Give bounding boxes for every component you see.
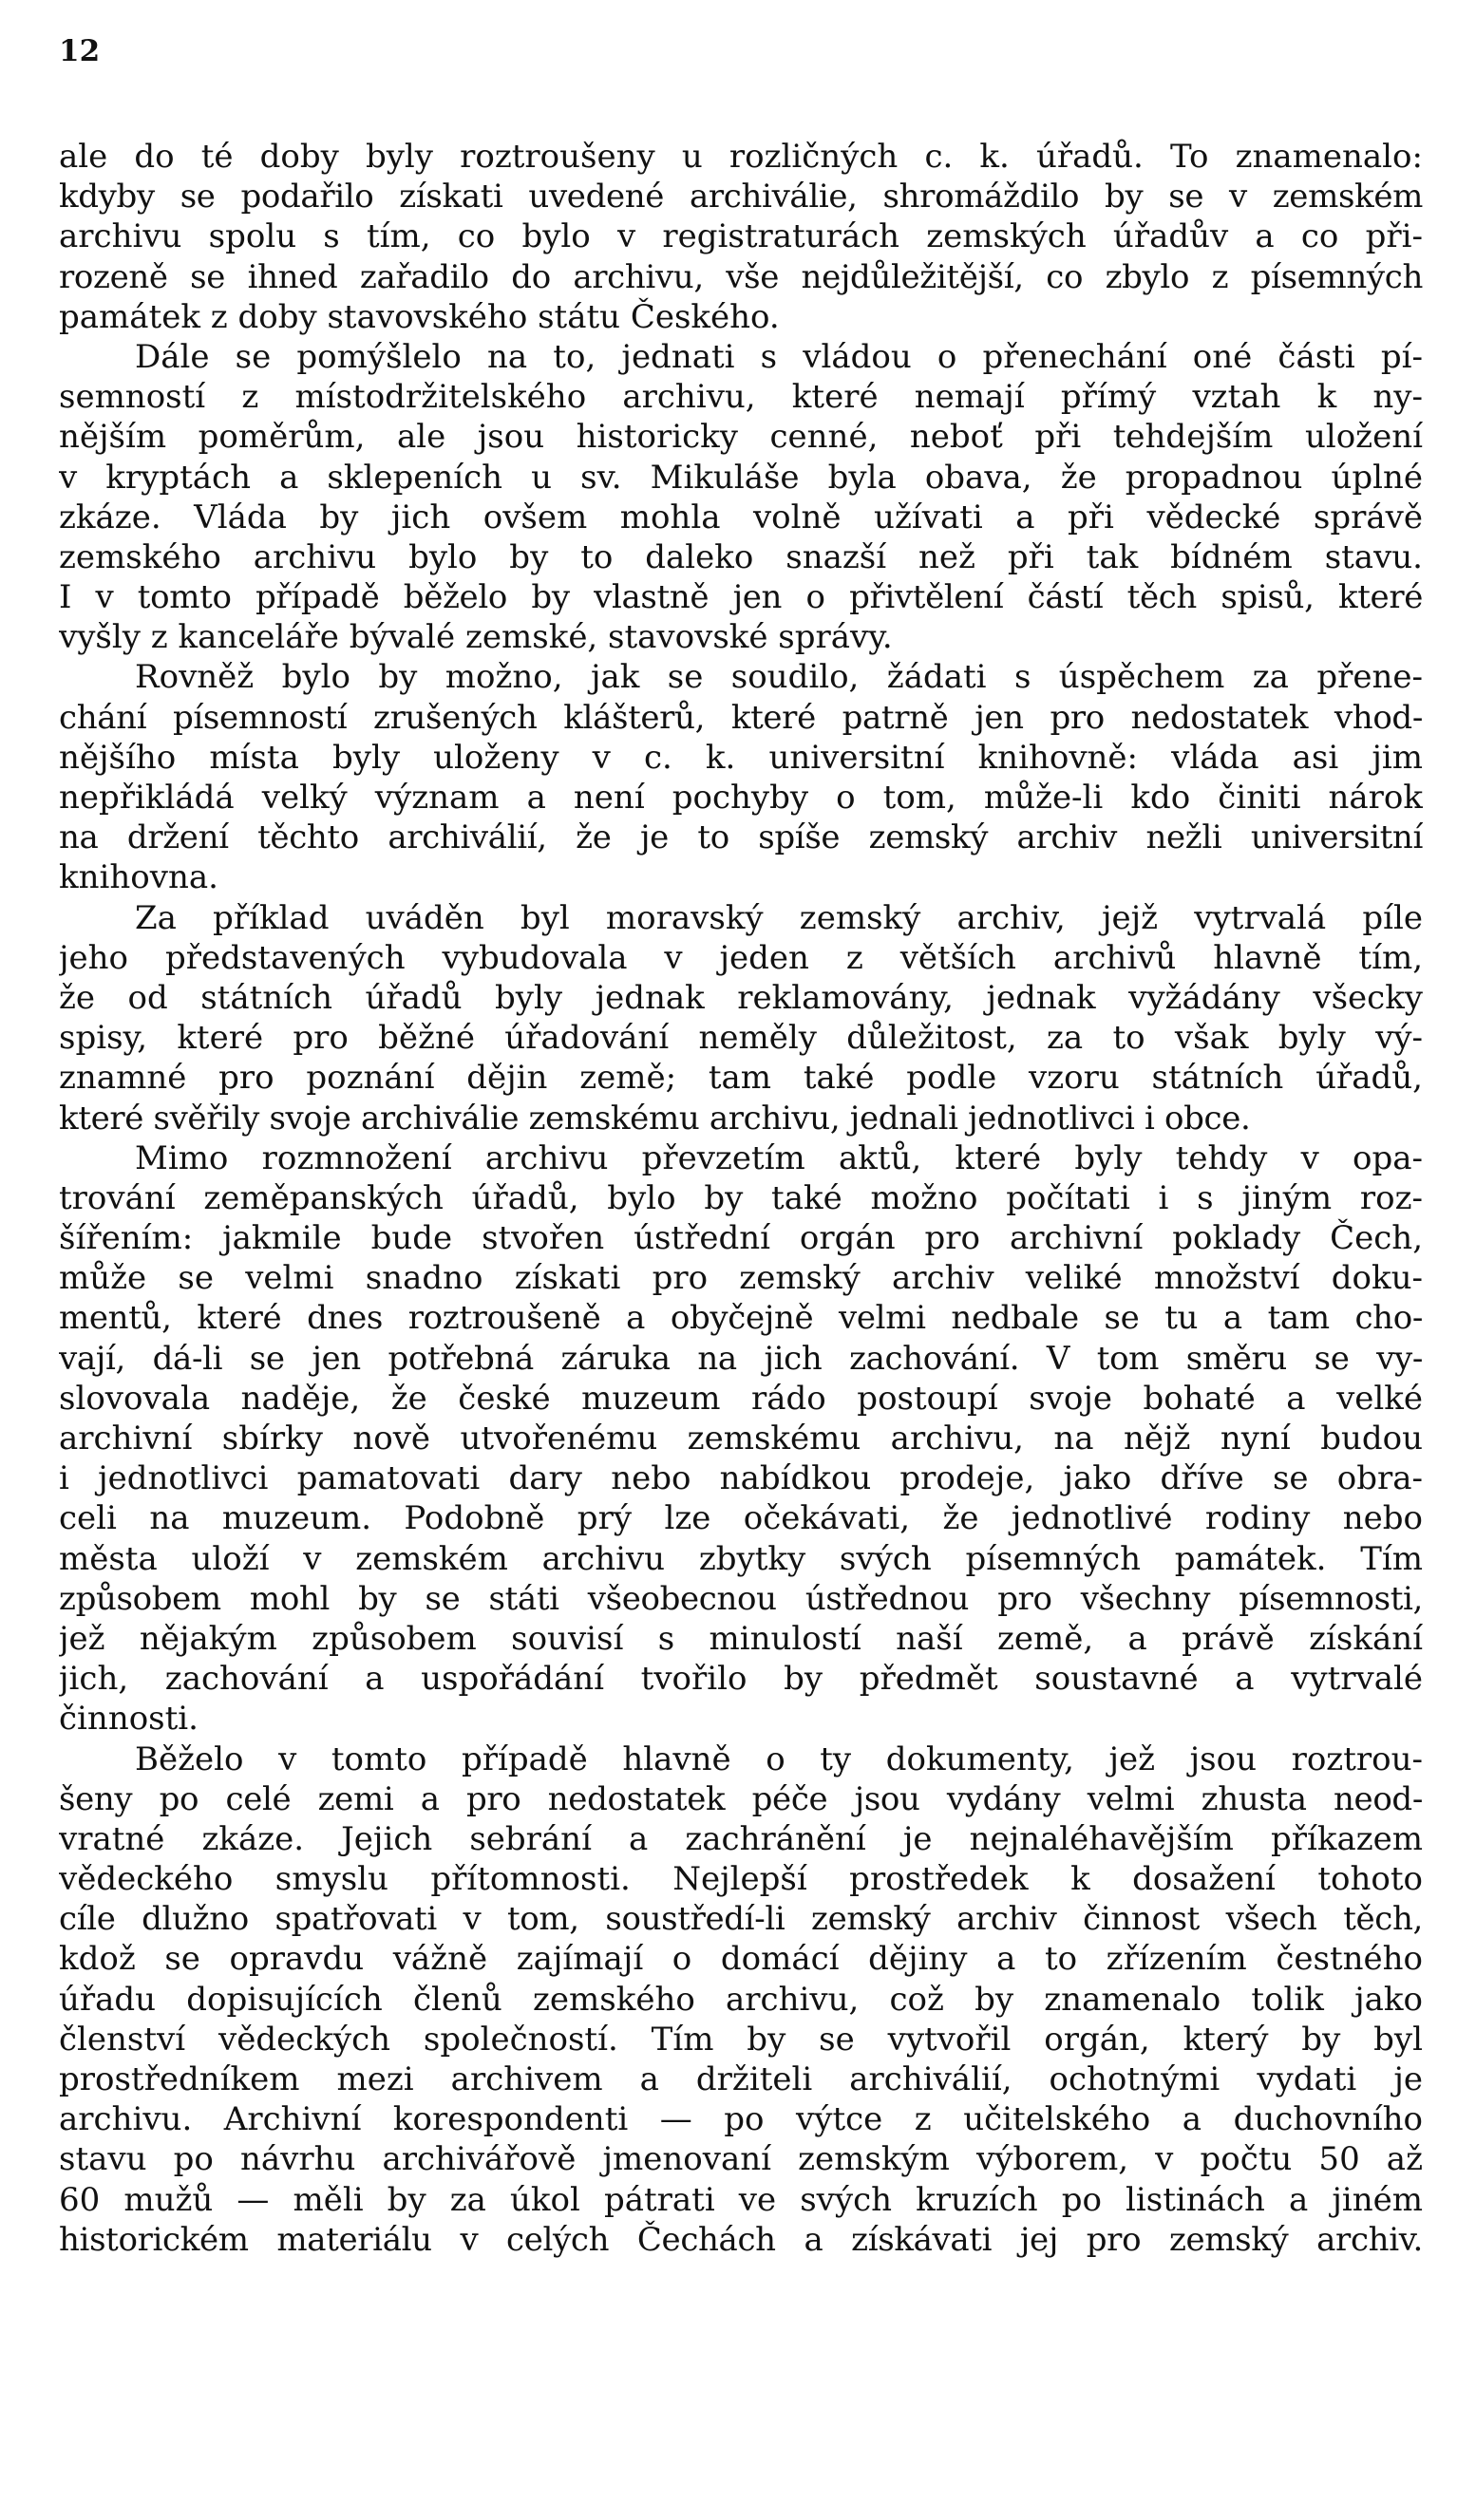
text-line: vědeckého smyslu přítomnosti. Nejlepší prostředek k dosažení tohoto: [59, 1860, 1423, 1899]
paragraph-first-line: Běželo v tomto případě hlavně o ty dokumenty, jež jsou roztrou-: [135, 1740, 1423, 1778]
text-line: kdyby se podařilo získati uvedené archiválie, shromáždilo by se v zemském: [59, 178, 1423, 216]
text-line: 60 mužů — měli by za úkol pátrati ve svých kruzích po listinách a jiném: [59, 2180, 1423, 2219]
text-line: nějším poměrům, ale jsou historicky cenné, neboť při tehdejším uložení: [59, 418, 1423, 457]
text-line: historickém materiálu v celých Čechách a získávati jej pro zemský archiv.: [59, 2220, 1423, 2259]
text-line: slovovala naděje, že české muzeum rádo postoupí svoje bohaté a velké: [59, 1379, 1423, 1418]
text-line: jež nějakým způsobem souvisí s minulostí naší země, a právě získání: [59, 1619, 1423, 1658]
text-line: knihovna.: [59, 858, 218, 897]
text-line: členství vědeckých společností. Tím by se vytvořil orgán, který by byl: [59, 2020, 1423, 2059]
body-text: [59, 137, 1423, 2260]
text-line: rozeně se ihned zařadilo do archivu, vše nejdůležitější, co zbylo z písemných: [59, 257, 1423, 296]
paragraph-first-line: Mimo rozmnožení archivu převzetím aktů, které byly tehdy v opa-: [135, 1138, 1423, 1177]
text-line: archivní sbírky nově utvořenému zemskému archivu, na nějž nyní budou: [59, 1420, 1423, 1457]
text-line: může se velmi snadno získati pro zemský archiv veliké množství doku-: [59, 1259, 1423, 1298]
text-line: šeny po celé zemi a pro nedostatek péče jsou vydány velmi zhusta neod-: [59, 1779, 1423, 1818]
text-line: šířením: jakmile bude stvořen ústřední orgán pro archivní poklady Čech,: [59, 1219, 1423, 1258]
text-line: prostředníkem mezi archivem a držiteli archiválií, ochotnými vydati je: [59, 2060, 1423, 2098]
page-number: 12: [59, 34, 101, 68]
text-line: vratné zkáze. Jejich sebrání a zachránění je nejnaléhavějším příkazem: [59, 1819, 1423, 1858]
text-line: archivu spolu s tím, co bylo v registraturách zemských úřadův a co při-: [59, 217, 1423, 256]
text-line: v kryptách a sklepeních u sv. Mikuláše byla obava, že propadnou úplné: [59, 458, 1423, 497]
paragraph-first-line: Rovněž bylo by možno, jak se soudilo, žádati s úspěchem za přene-: [135, 658, 1423, 697]
text-line: města uloží v zemském archivu zbytky svých písemných památek. Tím: [59, 1539, 1423, 1578]
text-line: zkáze. Vláda by jich ovšem mohla volně užívati a při vědecké správě: [59, 498, 1423, 536]
text-line: semností z místodržitelského archivu, které nemají přímý vztah k ny-: [59, 378, 1423, 417]
text-line: že od státních úřadů byly jednak reklamovány, jednak vyžádány všecky: [59, 978, 1423, 1017]
text-line: které svěřily svoje archiválie zemskému archivu, jednali jednotlivci i obce.: [59, 1099, 1251, 1138]
text-line: stavu po návrhu archivářově jmenovaní zemským výborem, v počtu 50 až: [59, 2140, 1423, 2179]
text-line: nepřikládá velký význam a není pochyby o tom, může-li kdo činiti nárok: [59, 779, 1423, 817]
text-line: znamné pro poznání dějin země; tam také podle vzoru státních úřadů,: [59, 1059, 1423, 1098]
paragraph-first-line: Za příklad uváděn byl moravský zemský archiv, jejž vytrvalá píle: [135, 898, 1423, 937]
text-line: archivu. Archivní korespondenti — po výtce z učitelského a duchovního: [59, 2100, 1423, 2139]
text-line: spisy, které pro běžné úřadování neměly důležitost, za to však byly vý-: [59, 1019, 1423, 1058]
text-line: činnosti.: [59, 1700, 199, 1739]
text-line: jeho představených vybudovala v jeden z větších archivů hlavně tím,: [59, 938, 1423, 977]
text-line: úřadu dopisujících členů zemského archivu, což by znamenalo tolik jako: [59, 1980, 1423, 2019]
text-line: trování zeměpanských úřadů, bylo by také možno počítati i s jiným roz-: [59, 1178, 1423, 1217]
text-line: i jednotlivci pamatovati dary nebo nabídkou prodeje, jako dříve se obra-: [59, 1459, 1423, 1498]
text-line: cíle dlužno spatřovati v tom, soustředí-li zemský archiv činnost všech těch,: [59, 1900, 1423, 1939]
text-line: I v tomto případě běželo by vlastně jen o přivtělení částí těch spisů, které: [59, 578, 1423, 617]
text-line: chání písemností zrušených klášterů, které patrně jen pro nedostatek vhod-: [59, 698, 1423, 737]
text-line: zemského archivu bylo by to daleko snazší než při tak bídném stavu.: [59, 537, 1423, 576]
text-line: kdož se opravdu vážně zajímají o domácí dějiny a to zřízením čestného: [59, 1940, 1423, 1979]
text-line: nějšího místa byly uloženy v c. k. universitní knihovně: vláda asi jim: [59, 738, 1423, 777]
text-line: vají, dá-li se jen potřebná záruka na jich zachování. V tom směru se vy-: [59, 1339, 1423, 1378]
text-line: způsobem mohl by se státi všeobecnou ústřednou pro všechny písemnosti,: [59, 1579, 1423, 1618]
text-line: jich, zachování a uspořádání tvořilo by předmět soustavné a vytrvalé: [59, 1660, 1423, 1699]
paragraph-first-line: Dále se pomýšlelo na to, jednati s vládou o přenechání oné části pí-: [135, 337, 1423, 376]
text-line: ale do té doby byly roztroušeny u rozličných c. k. úřadů. To znamenalo:: [59, 138, 1423, 176]
text-line: mentů, které dnes roztroušeně a obyčejně velmi nedbale se tu a tam cho-: [59, 1299, 1423, 1338]
text-line: celi na muzeum. Podobně prý lze očekávati, že jednotlivé rodiny nebo: [59, 1499, 1423, 1538]
text-line: na držení těchto archiválií, že je to spíše zemský archiv nežli universitní: [59, 818, 1423, 857]
text-line: památek z doby stavovského státu Českého.: [59, 297, 780, 336]
text-line: vyšly z kanceláře bývalé zemské, stavovské správy.: [59, 618, 893, 657]
